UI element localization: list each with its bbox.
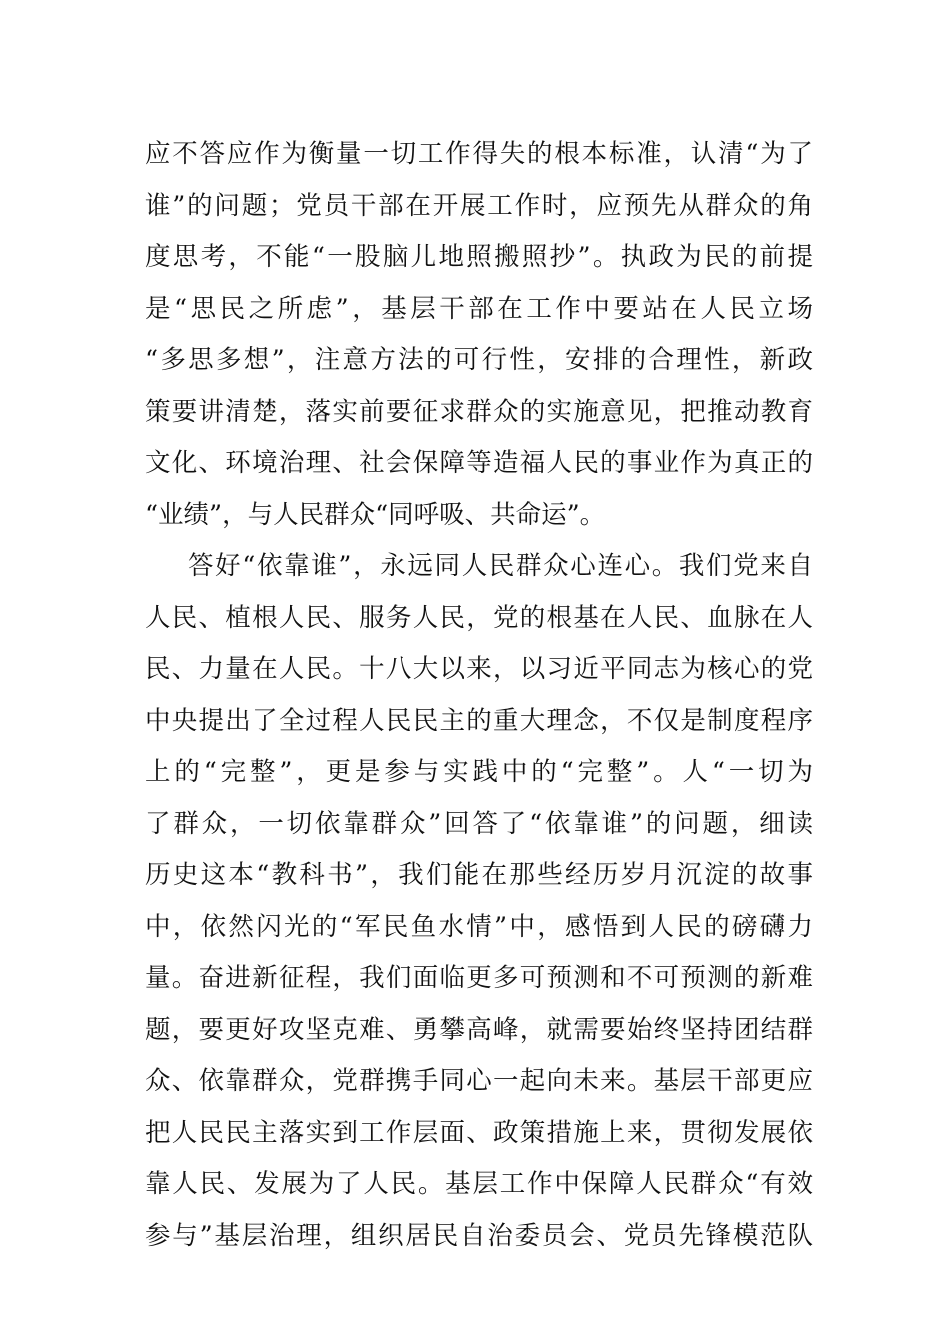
- paragraph-line: 众、依靠群众，党群携手同心一起向未来。基层干部更应: [145, 1066, 813, 1096]
- paragraph-line: 文化、环境治理、社会保障等造福人民的事业作为真正的: [145, 448, 813, 478]
- paragraph-line: 民、力量在人民。十八大以来，以习近平同志为核心的党: [145, 654, 813, 684]
- paragraph-line: 策要讲清楚，落实前要征求群众的实施意见，把推动教育: [145, 397, 813, 427]
- paragraph-line: 谁”的问题；党员干部在开展工作时，应预先从群众的角: [145, 191, 813, 221]
- paragraph-line: 是“思民之所虑”，基层干部在工作中要站在人民立场: [145, 294, 813, 324]
- paragraph-line: 题，要更好攻坚克难、勇攀高峰，就需要始终坚持团结群: [145, 1015, 813, 1045]
- paragraph-line: 量。奋进新征程，我们面临更多可预测和不可预测的新难: [145, 963, 813, 993]
- paragraph-line: 历史这本“教科书”，我们能在那些经历岁月沉淀的故事: [145, 860, 813, 890]
- paragraph-line: 了群众，一切依靠群众”回答了“依靠谁”的问题，细读: [145, 809, 813, 839]
- paragraph-line: 把人民民主落实到工作层面、政策措施上来，贯彻发展依: [145, 1118, 813, 1148]
- paragraph-line: “多思多想”，注意方法的可行性，安排的合理性，新政: [145, 345, 813, 375]
- paragraph-line: 中，依然闪光的“军民鱼水情”中，感悟到人民的磅礴力: [145, 912, 813, 942]
- paragraph-line: “业绩”，与人民群众“同呼吸、共命运”。: [145, 500, 606, 530]
- paragraph-line: 应不答应作为衡量一切工作得失的根本标准，认清“为了: [145, 139, 813, 169]
- paragraph-line: 靠人民、发展为了人民。基层工作中保障人民群众“有效: [145, 1169, 813, 1199]
- paragraph-line: 中央提出了全过程人民民主的重大理念，不仅是制度程序: [145, 706, 813, 736]
- paragraph-line: 上的“完整”，更是参与实践中的“完整”。人“一切为: [145, 757, 813, 787]
- paragraph-line: 人民、植根人民、服务人民，党的根基在人民、血脉在人: [145, 603, 813, 633]
- paragraph-first-line: 答好“依靠谁”，永远同人民群众心连心。我们党来自: [188, 551, 813, 581]
- paragraph-line: 度思考，不能“一股脑儿地照搬照抄”。执政为民的前提: [145, 242, 813, 272]
- paragraph-line: 参与”基层治理，组织居民自治委员会、党员先锋模范队: [145, 1221, 813, 1251]
